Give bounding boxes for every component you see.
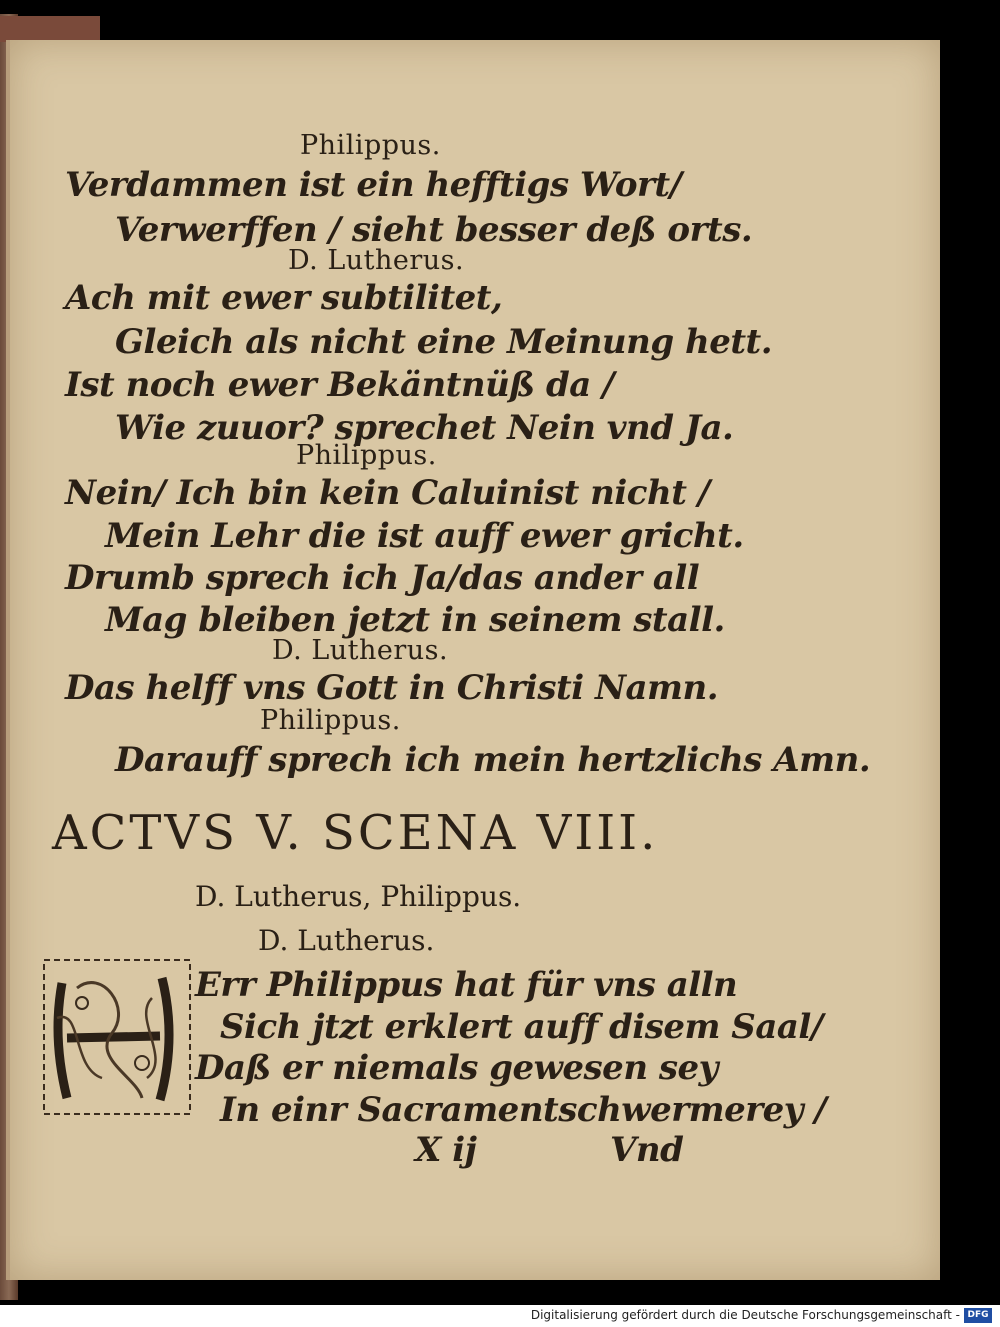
verse-line: Sich jtzt erklert auff disem Saal/ [220,1007,823,1047]
verse-line: Ach mit ewer subtilitet, [65,278,503,318]
verse-line: Drumb sprech ich Ja/das ander all [65,558,700,598]
initial-letter: H [116,1070,118,1071]
speaker-label: D. Lutherus. [258,924,435,957]
act-scene-heading: ACTVS V. SCENA VIII. [52,805,659,861]
verse-line: Wie zuuor? sprechet Nein vnd Ja. [115,408,734,448]
dfg-logo-icon: DFG [964,1308,992,1323]
verse-line: Daß er niemals gewesen sey [195,1048,718,1088]
speaker-label: Philippus. [296,440,437,471]
signature-mark: X ij [415,1130,477,1170]
verse-line: Nein/ Ich bin kein Caluinist nicht / [65,473,710,513]
dramatis-personae: D. Lutherus, Philippus. [195,880,522,913]
speaker-label: D. Lutherus. [288,245,465,276]
verse-line: Verwerffen / sieht besser deß orts. [115,210,753,250]
speaker-label: Philippus. [260,705,401,736]
verse-line: Verdammen ist ein hefftigs Wort/ [65,165,682,205]
verse-line: Err Philippus hat für vns alln [195,965,738,1005]
book-spine-top [0,16,100,42]
catchword: Vnd [610,1130,684,1170]
text-block [10,40,940,1280]
speaker-label: D. Lutherus. [272,635,449,666]
speaker-label: Philippus. [300,130,441,161]
funding-notice: Digitalisierung gefördert durch die Deutsche Forschungsgemeinschaft - [530,1308,960,1322]
verse-line: Mein Lehr die ist auff ewer gricht. [105,516,744,556]
verse-line: Das helff vns Gott in Christi Namn. [65,668,719,708]
verse-line: Gleich als nicht eine Meinung hett. [115,322,773,362]
verse-line: Darauff sprech ich mein hertzlichs Amn. [115,740,871,780]
verse-line: Mag bleiben jetzt in seinem stall. [105,600,725,640]
footer-bar [0,1305,1000,1327]
verse-line: In einr Sacramentschwermerey / [220,1090,827,1130]
book-page [6,40,940,1280]
decorated-initial-h [42,958,192,1116]
verse-line: Ist noch ewer Bekäntnüß da / [65,365,615,405]
